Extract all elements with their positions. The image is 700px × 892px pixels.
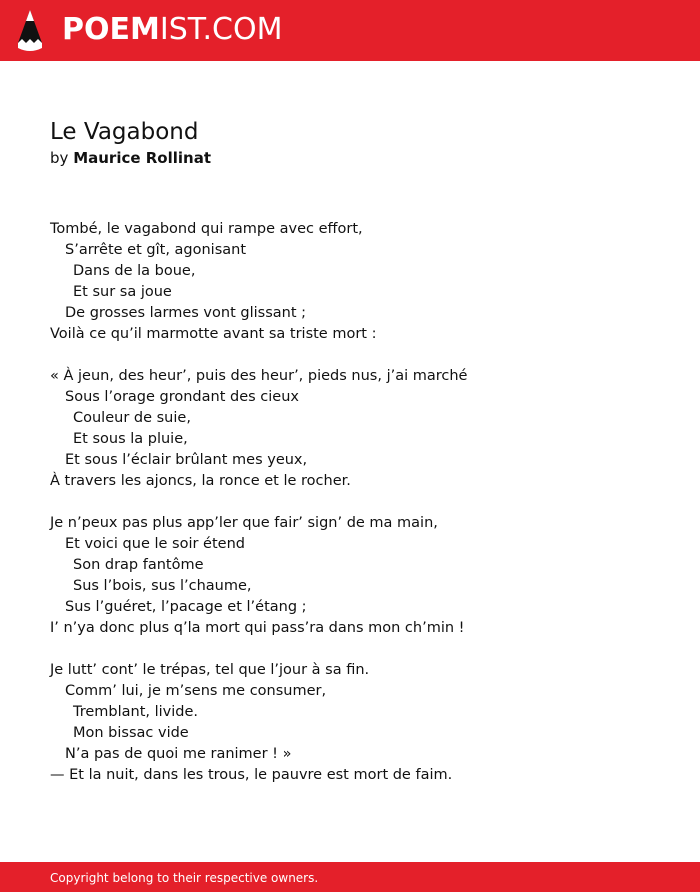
poem-line: Sous l’orage grondant des cieux <box>65 389 299 405</box>
poem-line: I’ n’ya donc plus q’la mort qui pass’ra dans mon ch’min ! <box>50 620 465 636</box>
poem-line: Tremblant, livide. <box>73 704 199 720</box>
site-header <box>0 0 700 61</box>
footer-copyright: Copyright belong to their respective owners. <box>50 871 319 885</box>
poem-line: N’a pas de quoi me ranimer ! » <box>65 746 292 762</box>
poem-stanza <box>50 513 670 639</box>
poem-line: — Et la nuit, dans les trous, le pauvre est mort de faim. <box>50 767 453 783</box>
poem-stanza <box>50 660 670 786</box>
by-label: by <box>50 149 69 167</box>
poem-body <box>50 219 670 807</box>
poem-line: À travers les ajoncs, la ronce et le rocher. <box>50 473 351 489</box>
site-footer <box>0 862 700 892</box>
poem-line: Et voici que le soir étend <box>65 536 245 552</box>
brand-bold-text: POEM <box>62 12 160 47</box>
poem-line: De grosses larmes vont glissant ; <box>65 305 306 321</box>
poem-line: « À jeun, des heur’, puis des heur’, pieds nus, j’ai marché <box>50 368 468 384</box>
brand-light-text: IST.COM <box>159 12 283 47</box>
poem-line: Tombé, le vagabond qui rampe avec effort, <box>50 221 363 237</box>
poem-line: Dans de la boue, <box>73 263 196 279</box>
poem-line: Sus l’bois, sus l’chaume, <box>73 578 252 594</box>
poem-line: Sus l’guéret, l’pacage et l’étang ; <box>65 599 307 615</box>
poem-stanza <box>50 366 670 492</box>
poem-title: Le Vagabond <box>50 119 199 145</box>
poem-line: Et sous la pluie, <box>73 431 188 447</box>
poem-author: Maurice Rollinat <box>73 149 211 167</box>
poem-line: Voilà ce qu’il marmotte avant sa triste mort : <box>50 326 377 342</box>
poem-line: Je n’peux pas plus app’ler que fair’ sign’ de ma main, <box>50 515 438 531</box>
poem-line: Je lutt’ cont’ le trépas, tel que l’jour à sa fin. <box>50 662 370 678</box>
pencil-tip-icon[interactable] <box>18 10 42 51</box>
poem-line: Et sous l’éclair brûlant mes yeux, <box>65 452 308 468</box>
poem-line: Couleur de suie, <box>73 410 191 426</box>
poem-line: Comm’ lui, je m’sens me consumer, <box>65 683 327 699</box>
poem-stanza <box>50 219 670 345</box>
poem-line: S’arrête et gît, agonisant <box>65 242 247 258</box>
poem-line: Son drap fantôme <box>73 557 204 573</box>
poem-byline <box>50 148 211 168</box>
poem-line: Et sur sa joue <box>73 284 172 300</box>
site-logo-text[interactable] <box>62 12 282 48</box>
poem-line: Mon bissac vide <box>73 725 189 741</box>
